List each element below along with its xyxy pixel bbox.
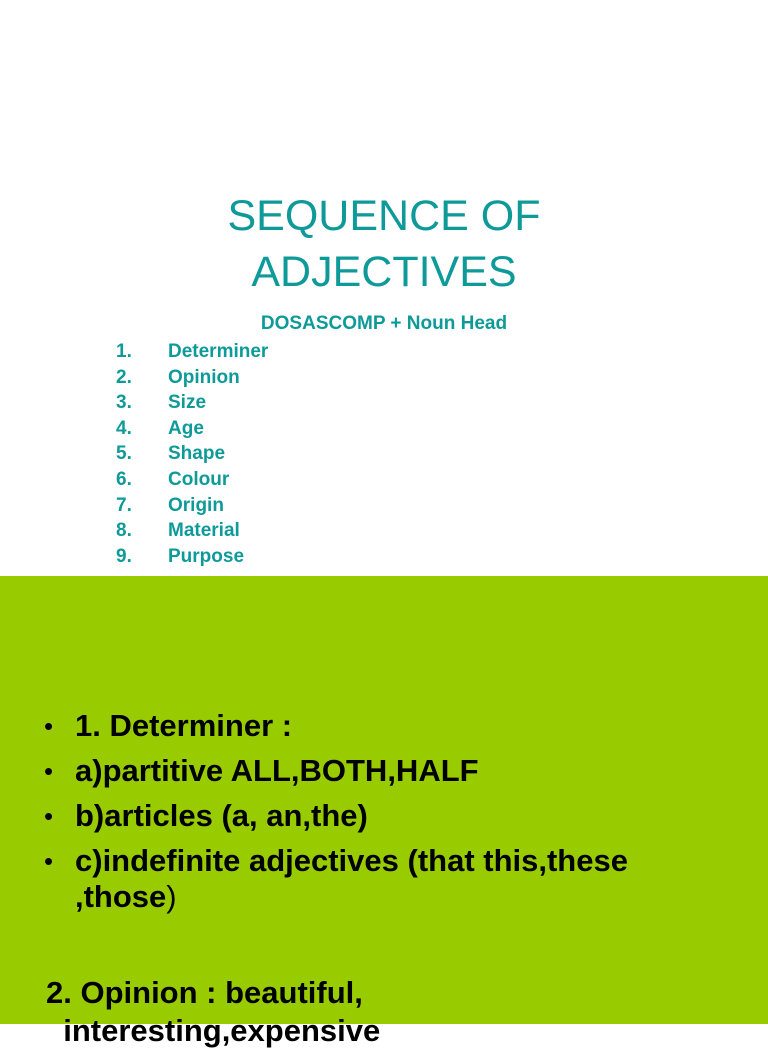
bullet-text: c)indefinite adjectives (that this,these ,those (75, 843, 628, 914)
list-item-label: Origin (168, 494, 224, 516)
list-item-number: 4. (116, 417, 132, 439)
bullet-icon: • (44, 801, 54, 831)
list-item-number: 2. (116, 366, 132, 388)
list-item (116, 339, 268, 365)
bullet-text: b)articles (a, an,the) (75, 798, 368, 833)
bullet-item (44, 798, 715, 834)
sequence-list (116, 339, 268, 569)
list-item-number: 8. (116, 520, 132, 542)
list-item (116, 493, 268, 519)
bullet-icon: • (44, 756, 54, 786)
list-item (116, 544, 268, 570)
opinion-line-2: interesting,expensive (46, 1013, 381, 1048)
bullet-list (44, 708, 715, 924)
list-item-label: Colour (168, 468, 230, 490)
list-item-label: Material (168, 520, 240, 542)
list-item-label: Age (168, 417, 204, 439)
slide-subtitle: DOSASCOMP + Noun Head (260, 313, 508, 334)
list-item (116, 441, 268, 467)
list-item-number: 3. (116, 392, 132, 414)
bullet-item (44, 843, 715, 915)
slide-determiner (0, 576, 768, 1048)
list-item (116, 416, 268, 442)
bullet-icon: • (44, 846, 54, 876)
bullet-item (44, 753, 715, 789)
list-item-label: Purpose (168, 545, 245, 567)
opinion-line-1: 2. Opinion : beautiful, (46, 975, 363, 1010)
list-item-number: 1. (116, 341, 132, 362)
bullet-text: 1. Determiner : (75, 708, 293, 743)
bullet-item (44, 708, 715, 744)
list-item-label: Size (168, 392, 207, 414)
opinion-heading (46, 974, 746, 1050)
bullet-text-close: ) (166, 879, 177, 914)
title-line-2: ADJECTIVES (251, 248, 517, 296)
slide-title (0, 188, 768, 300)
list-item (116, 467, 268, 493)
list-item-number: 5. (116, 443, 132, 465)
list-item (116, 390, 268, 416)
list-item-label: Determiner (168, 341, 269, 362)
list-item (116, 365, 268, 391)
list-item-label: Shape (168, 443, 226, 465)
list-item-number: 6. (116, 468, 132, 490)
bullet-text: a)partitive ALL,BOTH,HALF (75, 753, 479, 788)
list-item (116, 518, 268, 544)
list-item-label: Opinion (168, 366, 240, 388)
list-item-number: 7. (116, 494, 132, 516)
title-line-1: SEQUENCE OF (227, 192, 541, 240)
list-item-number: 9. (116, 545, 132, 567)
bullet-icon: • (44, 711, 54, 741)
